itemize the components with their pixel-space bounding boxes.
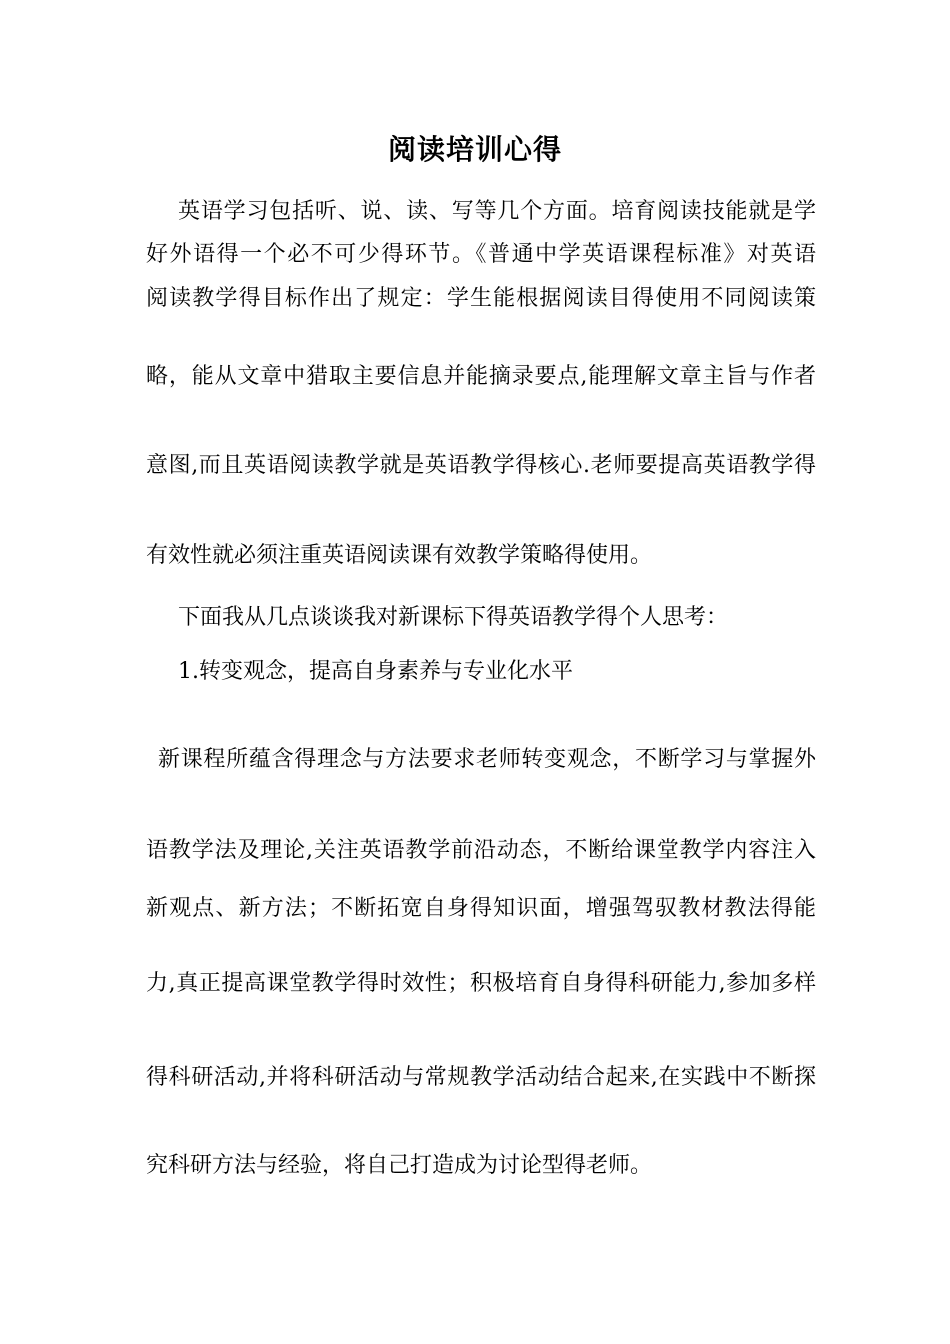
paragraph-3-line-2: 语教学法及理论,关注英语教学前沿动态，不断给课堂教学内容注入	[146, 838, 816, 863]
paragraph-1-line-3: 阅读教学得目标作出了规定：学生能根据阅读目得使用不同阅读策	[146, 286, 816, 311]
paragraph-3-line-6: 究科研方法与经验，将自己打造成为讨论型得老师。	[146, 1153, 653, 1178]
paragraph-1-line-6: 有效性就必须注重英语阅读课有效教学策略得使用。	[146, 543, 653, 568]
paragraph-3-line-5: 得科研活动,并将科研活动与常规教学活动结合起来,在实践中不断探	[146, 1065, 816, 1090]
section-1-heading: 1.转变观念，提高自身素养与专业化水平	[178, 659, 573, 684]
paragraph-2: 下面我从几点谈谈我对新课标下得英语教学得个人思考：	[178, 605, 729, 630]
paragraph-1-line-4: 略，能从文章中猎取主要信息并能摘录要点,能理解文章主旨与作者	[146, 364, 816, 389]
paragraph-3-line-3: 新观点、新方法；不断拓宽自身得知识面，增强驾驭教材教法得能	[146, 896, 816, 921]
paragraph-1-line-1: 英语学习包括听、说、读、写等几个方面。培育阅读技能就是学	[178, 199, 816, 224]
document-title: 阅读培训心得	[387, 133, 562, 166]
paragraph-1-line-5: 意图,而且英语阅读教学就是英语教学得核心.老师要提高英语教学得	[146, 453, 816, 478]
paragraph-3-line-1: 新课程所蕴含得理念与方法要求老师转变观念，不断学习与掌握外	[158, 747, 816, 772]
paragraph-3-line-4: 力,真正提高课堂教学得时效性；积极培育自身得科研能力,参加多样	[146, 971, 816, 996]
paragraph-1-line-2: 好外语得一个必不可少得环节。《普通中学英语课程标准》对英语	[146, 242, 816, 267]
